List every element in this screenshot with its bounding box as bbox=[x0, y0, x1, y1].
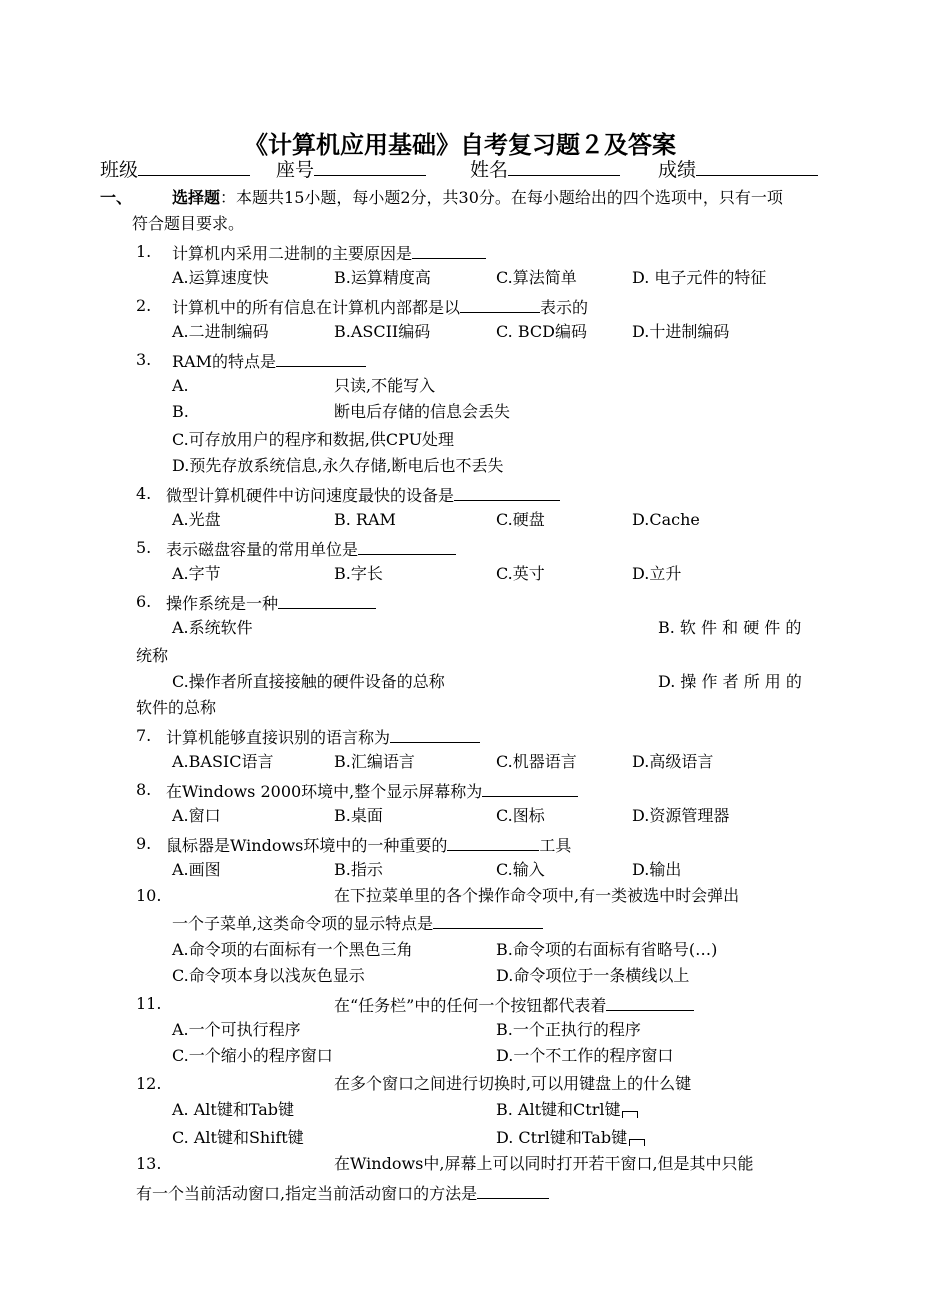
question-number: 3. bbox=[136, 350, 152, 369]
option-b: B.桌面 bbox=[334, 806, 383, 825]
question-number: 7. bbox=[136, 726, 152, 745]
question-text: 计算机内采用二进制的主要原因是 bbox=[172, 242, 486, 264]
option-c: C.命令项本身以浅灰色显示 bbox=[172, 966, 365, 985]
seat-field bbox=[276, 158, 426, 182]
question-number: 9. bbox=[136, 834, 152, 853]
option-a: A.字节 bbox=[172, 564, 221, 583]
class-label: 班级 bbox=[100, 159, 139, 181]
option-d: D.立升 bbox=[632, 564, 682, 583]
answer-blank[interactable] bbox=[412, 242, 486, 259]
option-a-text: 只读,不能写入 bbox=[334, 376, 436, 395]
question-text-continued: 一个子菜单,这类命令项的显示特点是 bbox=[172, 912, 543, 934]
option-c: C.英寸 bbox=[496, 564, 545, 583]
option-d: D. 操 作 者 所 用 的 bbox=[658, 672, 802, 691]
name-field bbox=[470, 158, 620, 182]
question-number: 6. bbox=[136, 592, 152, 611]
seat-blank[interactable] bbox=[314, 159, 426, 176]
option-d: D.预先存放系统信息,永久存储,断电后也不丢失 bbox=[172, 456, 504, 475]
question-text: 计算机中的所有信息在计算机内部都是以 表示的 bbox=[172, 298, 589, 317]
option-b: B.命令项的右面标有省略号(…) bbox=[496, 940, 718, 959]
question-number: 11. bbox=[136, 994, 162, 1013]
question-number: 13. bbox=[136, 1154, 162, 1173]
answer-blank[interactable] bbox=[606, 994, 694, 1011]
question-number: 4. bbox=[136, 484, 152, 503]
option-c: C.操作者所直接接触的硬件设备的总称 bbox=[172, 672, 445, 691]
question-text: 在Windows 2000环境中,整个显示屏幕称为 bbox=[166, 780, 578, 802]
question-text: 在多个窗口之间进行切换时,可以用键盘上的什么键 bbox=[334, 1074, 692, 1093]
section-number: 一、 bbox=[100, 188, 133, 207]
name-label: 姓名 bbox=[470, 159, 509, 181]
option-a-label: A. bbox=[172, 376, 189, 395]
option-b-continued: 统称 bbox=[136, 646, 169, 665]
answer-blank[interactable] bbox=[482, 780, 578, 797]
option-d: D.十进制编码 bbox=[632, 322, 730, 341]
question-number: 2. bbox=[136, 296, 152, 315]
answer-blank[interactable] bbox=[278, 592, 376, 609]
score-blank[interactable] bbox=[696, 159, 818, 176]
option-c: C.机器语言 bbox=[496, 752, 577, 771]
option-b: B. 软 件 和 硬 件 的 bbox=[658, 618, 802, 637]
answer-blank[interactable] bbox=[477, 1182, 549, 1199]
question-text: RAM的特点是 bbox=[172, 350, 366, 372]
option-a: A.二进制编码 bbox=[172, 322, 269, 341]
section-instruction bbox=[172, 188, 783, 208]
line-break-mark-icon bbox=[629, 1139, 645, 1146]
option-a: A.BASIC语言 bbox=[172, 752, 274, 771]
question-text: 计算机能够直接识别的语言称为 bbox=[166, 726, 480, 748]
question-number: 8. bbox=[136, 780, 152, 799]
section-instruction-line2: 符合题目要求。 bbox=[132, 214, 245, 233]
question-text: 表示磁盘容量的常用单位是 bbox=[166, 538, 456, 560]
question-number: 1. bbox=[136, 242, 152, 261]
option-c: C.可存放用户的程序和数据,供CPU处理 bbox=[172, 430, 455, 449]
option-d: D.高级语言 bbox=[632, 752, 714, 771]
question-text: 鼠标器是Windows环境中的一种重要的 工具 bbox=[166, 836, 572, 855]
option-c: C. Alt键和Shift键 bbox=[172, 1128, 304, 1147]
answer-blank[interactable] bbox=[460, 296, 540, 313]
line-break-mark-icon bbox=[622, 1111, 638, 1118]
class-field bbox=[100, 158, 250, 182]
option-c: C. BCD编码 bbox=[496, 322, 587, 341]
option-a: A.窗口 bbox=[172, 806, 221, 825]
option-d-continued: 软件的总称 bbox=[136, 698, 217, 717]
option-d: D.命令项位于一条横线以上 bbox=[496, 966, 690, 985]
option-c: C.算法简单 bbox=[496, 268, 577, 287]
answer-blank[interactable] bbox=[276, 350, 366, 367]
question-text: 在下拉菜单里的各个操作命令项中,有一类被选中时会弹出 bbox=[334, 886, 740, 905]
answer-blank[interactable] bbox=[390, 726, 480, 743]
option-a: A.画图 bbox=[172, 860, 221, 879]
option-a: A.命令项的右面标有一个黑色三角 bbox=[172, 940, 413, 959]
option-b: B. RAM bbox=[334, 510, 396, 529]
option-b: B.ASCII编码 bbox=[334, 322, 431, 341]
option-b: B.运算精度高 bbox=[334, 268, 431, 287]
question-text-continued: 有一个当前活动窗口,指定当前活动窗口的方法是 bbox=[136, 1182, 549, 1204]
option-d: D. 电子元件的特征 bbox=[632, 268, 767, 287]
option-b: B.指示 bbox=[334, 860, 383, 879]
seat-label: 座号 bbox=[276, 159, 315, 181]
answer-blank[interactable] bbox=[433, 912, 543, 929]
name-blank[interactable] bbox=[508, 159, 620, 176]
option-b-text: 断电后存储的信息会丢失 bbox=[334, 402, 511, 421]
question-text: 微型计算机硬件中访问速度最快的设备是 bbox=[166, 484, 560, 506]
page-title: 《计算机应用基础》自考复习题２及答案 bbox=[244, 130, 676, 159]
option-b-label: B. bbox=[172, 402, 189, 421]
answer-blank[interactable] bbox=[358, 538, 456, 555]
option-b: B.一个正执行的程序 bbox=[496, 1020, 641, 1039]
option-c: C.输入 bbox=[496, 860, 545, 879]
section-name: 选择题 bbox=[172, 188, 221, 207]
section-instruction-line1: ：本题共15小题，每小题2分，共30分。在每小题给出的四个选项中，只有一项 bbox=[220, 188, 783, 207]
option-d: D.Cache bbox=[632, 510, 700, 529]
option-d: D.输出 bbox=[632, 860, 682, 879]
option-a: A.运算速度快 bbox=[172, 268, 269, 287]
score-field bbox=[658, 158, 818, 182]
option-a: A.系统软件 bbox=[172, 618, 253, 637]
option-b: B.字长 bbox=[334, 564, 383, 583]
question-number: 5. bbox=[136, 538, 152, 557]
option-a: A.一个可执行程序 bbox=[172, 1020, 301, 1039]
option-a: A.光盘 bbox=[172, 510, 221, 529]
option-b: B.汇编语言 bbox=[334, 752, 415, 771]
option-b: B. Alt键和Ctrl键 bbox=[496, 1100, 638, 1120]
option-d: D. Ctrl键和Tab键 bbox=[496, 1128, 645, 1148]
class-blank[interactable] bbox=[138, 159, 250, 176]
score-label: 成绩 bbox=[658, 159, 697, 181]
option-c: C.图标 bbox=[496, 806, 545, 825]
option-c: C.硬盘 bbox=[496, 510, 545, 529]
option-d: D.资源管理器 bbox=[632, 806, 730, 825]
answer-blank[interactable] bbox=[447, 834, 539, 851]
question-text: 操作系统是一种 bbox=[166, 592, 376, 614]
question-number: 12. bbox=[136, 1074, 162, 1093]
option-a: A. Alt键和Tab键 bbox=[172, 1100, 295, 1119]
question-text: 在“任务栏”中的任何一个按钮都代表着 bbox=[334, 994, 694, 1016]
question-text: 在Windows中,屏幕上可以同时打开若干窗口,但是其中只能 bbox=[334, 1154, 754, 1173]
answer-blank[interactable] bbox=[454, 484, 560, 501]
option-d: D.一个不工作的程序窗口 bbox=[496, 1046, 674, 1065]
question-number: 10. bbox=[136, 886, 162, 905]
option-c: C.一个缩小的程序窗口 bbox=[172, 1046, 333, 1065]
